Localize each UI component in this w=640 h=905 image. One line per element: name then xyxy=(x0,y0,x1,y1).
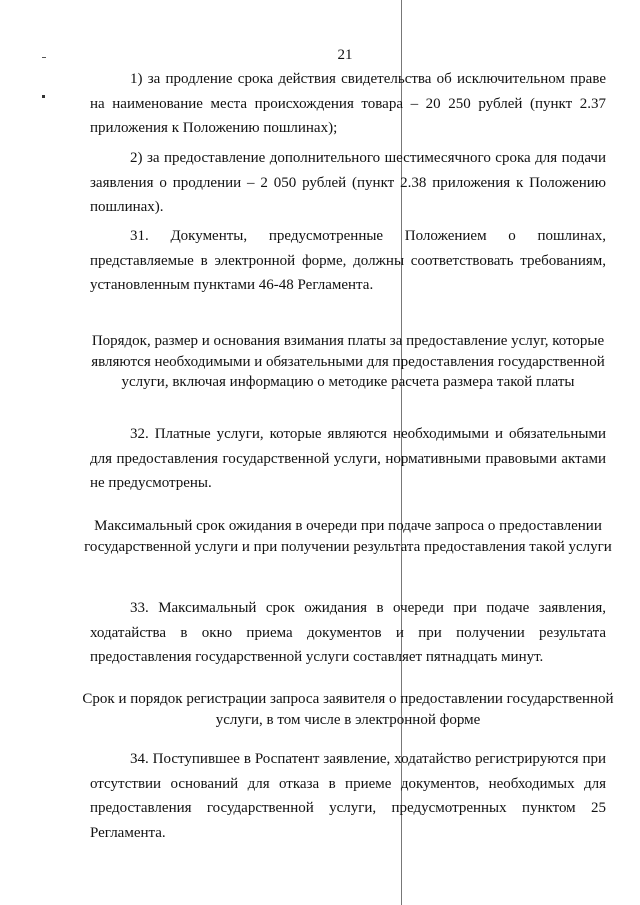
paragraph-text: 33. Максимальный срок ожидания в очереди при подаче заявления, ходатайства в окно приема документов и при получении результата предоставления государственной услуги составляет пятнадцать минут. xyxy=(90,600,606,665)
paragraph-33 xyxy=(90,596,606,670)
margin-mark xyxy=(42,57,46,58)
paragraph-32 xyxy=(90,422,606,496)
paragraph-text: 34. Поступившее в Роспатент заявление, ходатайство регистрируются при отсутствии оснований для отказа в приеме документов, необходимых для предоставления государственной услуги, предусмотренных пунктом 25 Регламента. xyxy=(90,751,606,841)
paragraph-item-2 xyxy=(90,146,606,220)
paragraph-text: 32. Платные услуги, которые являются необходимыми и обязательными для предоставления государственной услуги, нормативными правовыми актами не предусмотрены. xyxy=(90,426,606,491)
paragraph-text: 1) за продление срока действия свидетельства об исключительном праве на наименование места происхождения товара – 20 250 рублей (пункт 2.37 приложения к Положению пошлинах); xyxy=(90,71,606,136)
page-number: 21 xyxy=(337,47,353,63)
paragraph-31 xyxy=(90,224,606,298)
margin-dot xyxy=(42,95,45,98)
section-heading-registration: Срок и порядок регистрации запроса заявителя о предоставлении государственной услуги, в том числе в электронной форме xyxy=(82,691,614,728)
paragraph-34 xyxy=(90,747,606,845)
section-heading-fees: Порядок, размер и основания взимания платы за предоставление услуг, которые являются необходимыми и обязательными для предоставления государственной услуги, включая информацию о методике расчета размера такой платы xyxy=(91,333,605,390)
section-heading-waiting-time: Максимальный срок ожидания в очереди при подаче запроса о предоставлении государственной услуги и при получении результата предоставления такой услуги xyxy=(84,518,612,555)
paragraph-text: 31. Документы, предусмотренные Положением о пошлинах, представляемые в электронной форме, должны соответствовать требованиям, установленным пунктами 46-48 Регламента. xyxy=(90,228,606,293)
paragraph-text: 2) за предоставление дополнительного шестимесячного срока для подачи заявления о продлении – 2 050 рублей (пункт 2.38 приложения к Положению пошлинах). xyxy=(90,150,606,215)
paragraph-item-1 xyxy=(90,67,606,141)
